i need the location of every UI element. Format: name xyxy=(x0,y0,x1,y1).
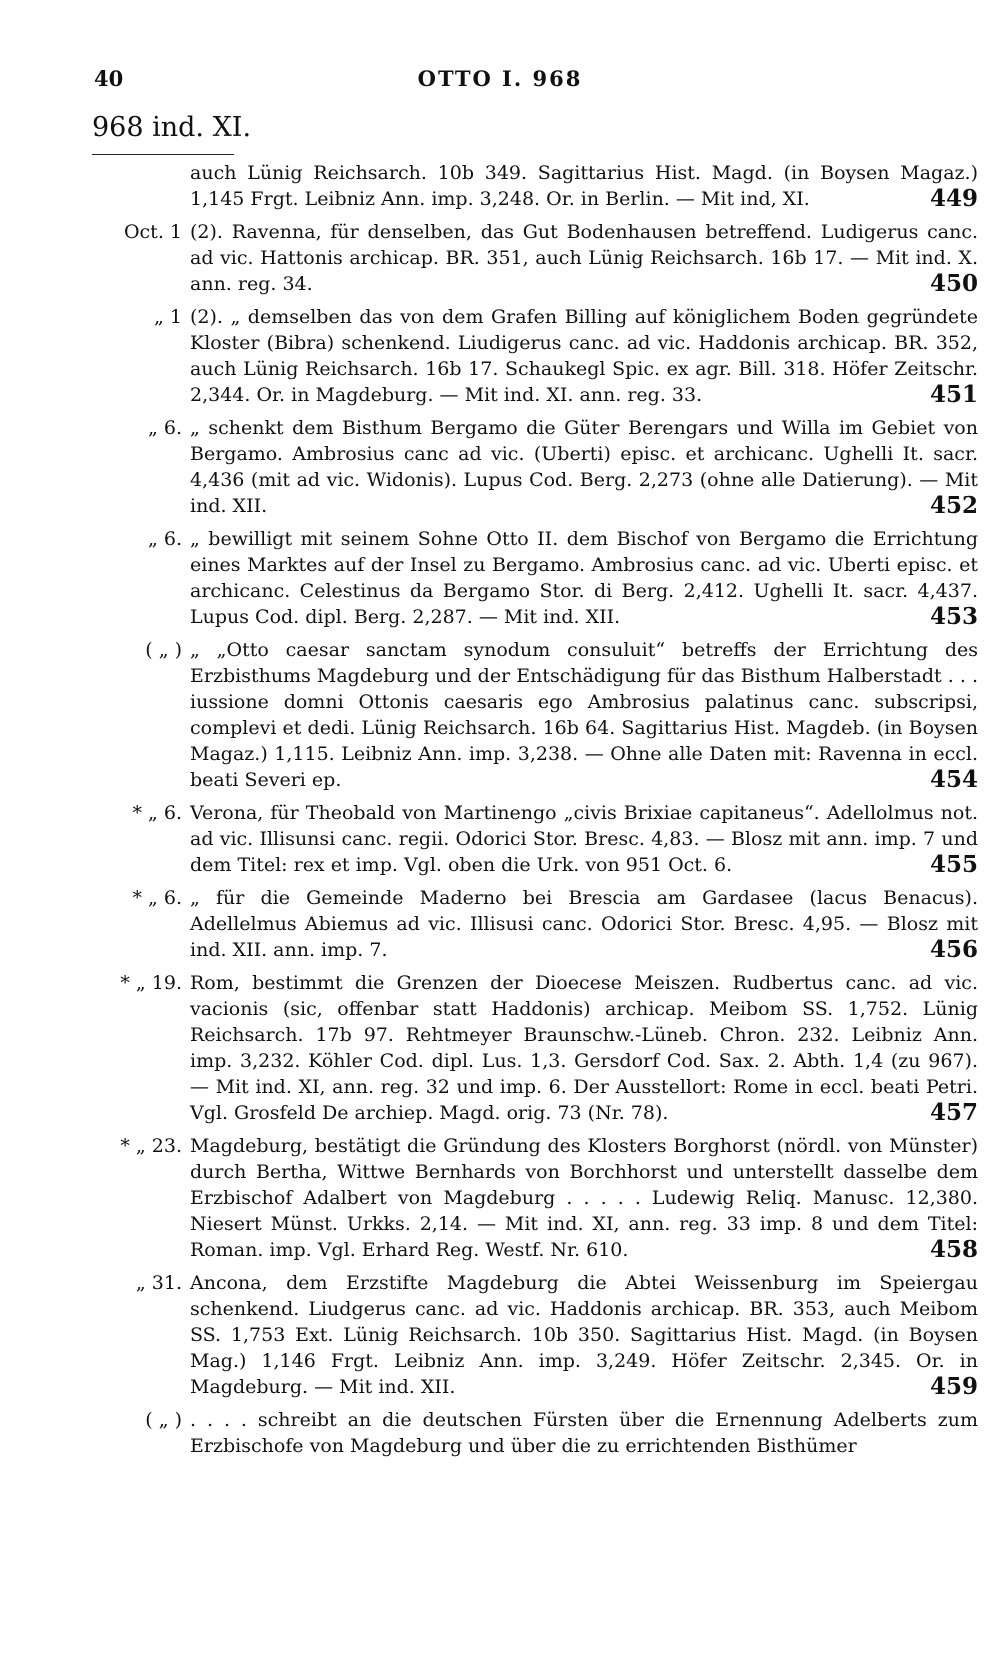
entry-date: „ 31. xyxy=(135,1272,182,1294)
entry-number: 455 xyxy=(929,851,978,878)
regest-entry xyxy=(0,637,1000,793)
heading-divider xyxy=(92,154,234,155)
entry-date: ( „ ) xyxy=(145,1409,182,1431)
entry-number: 450 xyxy=(929,270,978,297)
entry-number: 456 xyxy=(929,936,978,963)
entry-text: Verona, für Theobald von Martinengo „civis Brixiae capitaneus“. Adellolmus not. ad vic. Illisunsi canc. regii. Odorici Stor. Bresc. 4,83. — Blosz mit ann. imp. 7 und dem Titel: rex et imp. Vgl. oben die Urk. von 951 Oct. 6. xyxy=(190,802,978,876)
regest-entry xyxy=(0,800,1000,878)
entry-text: (2). Ravenna, für denselben, das Gut Bodenhausen betreffend. Ludigerus canc. ad vic. Hattonis archicap. BR. 351, auch Lünig Reichsarch. 16b 17. — Mit ind. X. ann. reg. 34. xyxy=(190,221,978,295)
regest-entry xyxy=(0,304,1000,408)
entry-date: „ 6. xyxy=(147,528,182,550)
regest-entry xyxy=(0,1407,1000,1459)
running-head xyxy=(0,66,1000,96)
regest-entry xyxy=(0,415,1000,519)
entry-text: „ für die Gemeinde Maderno bei Brescia am Gardasee (lacus Benacus). Adellelmus Abiemus ad vic. Illisusi canc. Odorici Stor. Bresc. 4,95. — Blosz mit ind. XII. ann. imp. 7. xyxy=(190,887,978,961)
entry-number: 459 xyxy=(929,1373,978,1400)
section-heading: 968 ind. XI. xyxy=(92,112,252,143)
entry-date: „ 1 xyxy=(154,306,182,328)
entry-date: * „ 6. xyxy=(132,802,182,824)
entry-date: „ 6. xyxy=(147,417,182,439)
entry-number: 457 xyxy=(929,1099,978,1126)
entry-date: * „ 6. xyxy=(132,887,182,909)
entry-text: auch Lünig Reichsarch. 10b 349. Sagittarius Hist. Magd. (in Boysen Magaz.) 1,145 Frgt. Leibniz Ann. imp. 3,248. Or. in Berlin. — Mit ind, XI. xyxy=(190,162,978,210)
page-number: 40 xyxy=(94,66,124,91)
entry-date: Oct. 1 xyxy=(123,221,182,243)
entry-date: ( „ ) xyxy=(145,639,182,661)
entry-text: Magdeburg, bestätigt die Gründung des Klosters Borghorst (nördl. von Münster) durch Bertha, Wittwe Bernhards von Borchhorst und unterstellt dasselbe dem Erzbischof Adalbert von Magdeburg . . . . . Ludewig Reliq. Manusc. 12,380. Niesert Münst. Urkks. 2,14. — Mit ind. XI, ann. reg. 33 imp. 8 und dem Titel: Roman. imp. Vgl. Erhard Reg. Westf. Nr. 610. xyxy=(190,1135,978,1261)
entry-text: Rom, bestimmt die Grenzen der Dioecese Meiszen. Rudbertus canc. ad vic. vacionis (sic, offenbar statt Haddonis) archicap. Meibom SS. 1,752. Lünig Reichsarch. 17b 97. Rehtmeyer Braunschw.-Lüneb. Chron. 232. Leibniz Ann. imp. 3,232. Köhler Cod. dipl. Lus. 1,3. Gersdorf Cod. Sax. 2. Abth. 1,4 (zu 967). — Mit ind. XI, ann. reg. 32 und imp. 6. Der Ausstellort: Rome in eccl. beati Petri. Vgl. Grosfeld De archiep. Magd. orig. 73 (Nr. 78). xyxy=(190,972,978,1124)
running-title: OTTO I. 968 xyxy=(417,66,583,91)
regest-entry xyxy=(0,885,1000,963)
entry-date: * „ 23. xyxy=(120,1135,182,1157)
entry-number: 452 xyxy=(929,492,978,519)
entry-text: „ schenkt dem Bisthum Bergamo die Güter Berengars und Willa im Gebiet von Bergamo. Ambrosius canc ad vic. (Uberti) episc. et archicanc. Ughelli It. sacr. 4,436 (mit ad vic. Widonis). Lupus Cod. Berg. 2,273 (ohne alle Datierung). — Mit ind. XII. xyxy=(190,417,978,517)
regest-entry xyxy=(0,526,1000,630)
entry-text: „ bewilligt mit seinem Sohne Otto II. dem Bischof von Bergamo die Errichtung eines Marktes auf der Insel zu Bergamo. Ambrosius canc. ad vic. Uberti episc. et archicanc. Celestinus da Bergamo Stor. di Berg. 2,412. Ughelli It. sacr. 4,437. Lupus Cod. dipl. Berg. 2,287. — Mit ind. XII. xyxy=(190,528,978,628)
entry-text: Ancona, dem Erzstifte Magdeburg die Abtei Weissenburg im Speiergau schenkend. Liudgerus canc. ad vic. Haddonis archicap. BR. 353, auch Meibom SS. 1,753 Ext. Lünig Reichsarch. 10b 350. Sagittarius Hist. Magd. (in Boysen Mag.) 1,146 Frgt. Leibniz Ann. imp. 3,249. Höfer Zeitschr. 2,345. Or. in Magdeburg. — Mit ind. XII. xyxy=(190,1272,978,1398)
entry-number: 451 xyxy=(929,381,978,408)
entry-text: . . . . schreibt an die deutschen Fürsten über die Ernennung Adelberts zum Erzbischofe von Magdeburg und über die zu errichtenden Bisthümer xyxy=(190,1409,978,1457)
regest-entry xyxy=(0,219,1000,297)
regest-entry xyxy=(0,1133,1000,1263)
entry-number: 453 xyxy=(929,603,978,630)
entry-number: 454 xyxy=(929,766,978,793)
entry-date: * „ 19. xyxy=(120,972,182,994)
regest-entry xyxy=(0,970,1000,1126)
entry-text: (2). „ demselben das von dem Grafen Billing auf königlichem Boden gegründete Kloster (Bibra) schenkend. Liudigerus canc. ad vic. Haddonis archicap. BR. 352, auch Lünig Reichsarch. 16b 17. Schaukegl Spic. ex agr. Bill. 318. Höfer Zeitschr. 2,344. Or. in Magdeburg. — Mit ind. XI. ann. reg. 33. xyxy=(190,306,978,406)
regest-entry xyxy=(0,160,1000,212)
regest-entry xyxy=(0,1270,1000,1400)
regest-list xyxy=(0,160,1000,1466)
entry-number: 449 xyxy=(929,185,978,212)
entry-text: „ „Otto caesar sanctam synodum consuluit“ betreffs der Errichtung des Erzbisthums Magdeburg und der Entschädigung für das Bisthum Halberstadt . . . iussione domni Ottonis caesaris ego Ambrosius palatinus canc. subscripsi, complevi et dedi. Lünig Reichsarch. 16b 64. Sagittarius Hist. Magdeb. (in Boysen Magaz.) 1,115. Leibniz Ann. imp. 3,238. — Ohne alle Daten mit: Ravenna in eccl. beati Severi ep. xyxy=(190,639,978,791)
entry-number: 458 xyxy=(929,1236,978,1263)
